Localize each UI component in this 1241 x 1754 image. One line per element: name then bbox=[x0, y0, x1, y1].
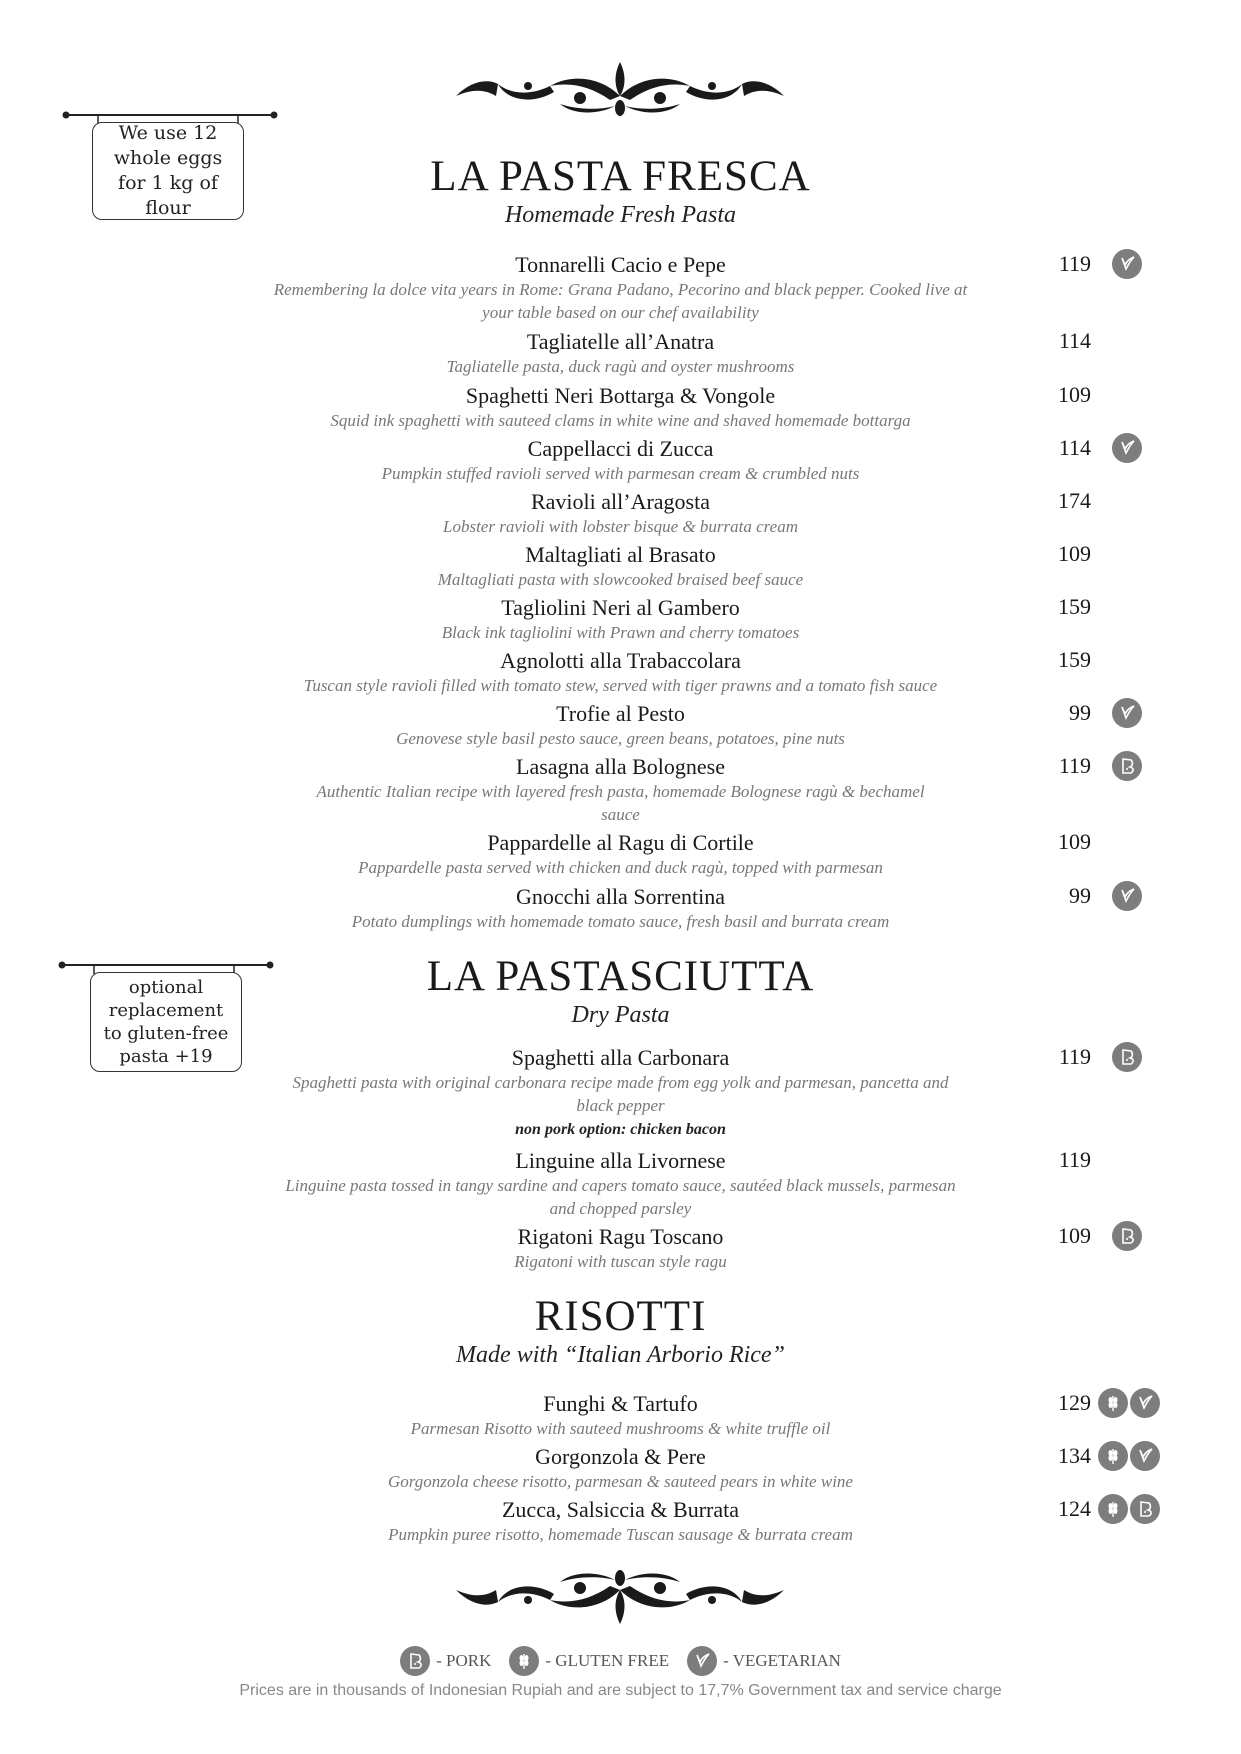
item-price: 119 bbox=[1058, 1044, 1091, 1069]
vegetarian-icon bbox=[1112, 433, 1142, 463]
section-subtitle-pastasciutta: Dry Pasta bbox=[571, 1002, 670, 1028]
vegetarian-icon bbox=[1112, 881, 1142, 911]
item-description: Potato dumplings with homemade tomato sauce, fresh basil and burrata cream bbox=[351, 912, 890, 931]
item-description: Black ink tagliolini with Prawn and cherry tomatoes bbox=[441, 623, 800, 642]
vegetarian-icon bbox=[1112, 249, 1142, 279]
pork-icon bbox=[1112, 1042, 1142, 1072]
item-description: Maltagliati pasta with slowcooked braised beef sauce bbox=[437, 570, 804, 589]
item-price: 109 bbox=[1058, 1223, 1091, 1248]
item-description: Pappardelle pasta served with chicken and duck ragù, topped with parmesan bbox=[358, 858, 883, 877]
menu-item bbox=[0, 252, 1241, 324]
item-name: Trofie al Pesto bbox=[556, 701, 685, 726]
item-name: Funghi & Tartufo bbox=[543, 1391, 698, 1416]
item-description: Linguine pasta tossed in tangy sardine and capers tomato sauce, sautéed black mussels, parmesan and chopped parsley bbox=[285, 1176, 956, 1218]
item-name: Spaghetti Neri Bottarga & Vongole bbox=[465, 383, 776, 408]
menu-item bbox=[0, 1224, 1241, 1273]
item-price: 124 bbox=[1058, 1496, 1091, 1521]
item-price: 134 bbox=[1058, 1443, 1091, 1468]
item-description: Authentic Italian recipe with layered fresh pasta, homemade Bolognese ragù & bechamel sauce bbox=[316, 782, 925, 824]
gluten-free-icon bbox=[509, 1646, 539, 1676]
item-description: Tuscan style ravioli filled with tomato stew, served with tiger prawns and a tomato fish sauce bbox=[303, 676, 938, 695]
pork-icon bbox=[1112, 1221, 1142, 1251]
menu-item bbox=[0, 701, 1241, 750]
item-name: Spaghetti alla Carbonara bbox=[511, 1045, 730, 1070]
item-description: Genovese style basil pesto sauce, green beans, potatoes, pine nuts bbox=[396, 729, 845, 748]
vegetarian-icon bbox=[1130, 1441, 1160, 1471]
menu-item bbox=[0, 1391, 1241, 1440]
menu-item bbox=[0, 383, 1241, 432]
pork-icon bbox=[1130, 1494, 1160, 1524]
item-name: Zucca, Salsiccia & Burrata bbox=[501, 1497, 739, 1522]
menu-item bbox=[0, 884, 1241, 933]
legend-vegetarian-label: - VEGETARIAN bbox=[723, 1651, 841, 1670]
item-description: Pumpkin puree risotto, homemade Tuscan sausage & burrata cream bbox=[388, 1525, 853, 1544]
item-name: Linguine alla Livornese bbox=[515, 1148, 726, 1173]
item-price: 109 bbox=[1058, 829, 1091, 854]
top-ornament bbox=[450, 56, 790, 126]
gluten-free-icon bbox=[1098, 1494, 1128, 1524]
item-name: Rigatoni Ragu Toscano bbox=[517, 1224, 724, 1249]
item-note: non pork option: chicken bacon bbox=[515, 1121, 726, 1138]
item-price: 99 bbox=[1069, 700, 1091, 725]
item-price: 109 bbox=[1058, 541, 1091, 566]
item-price: 129 bbox=[1058, 1390, 1091, 1415]
section-title-pasta-fresca: LA PASTA FRESCA bbox=[430, 153, 811, 200]
legend-vegetarian bbox=[687, 1646, 841, 1676]
menu-item bbox=[0, 830, 1241, 879]
section-title-risotti: RISOTTI bbox=[534, 1293, 707, 1340]
vegetarian-icon bbox=[1112, 698, 1142, 728]
gluten-free-info-text: optional replacement to gluten-free pasta +19 bbox=[90, 972, 242, 1072]
menu-item bbox=[0, 489, 1241, 538]
item-name: Tagliatelle all’Anatra bbox=[526, 329, 715, 354]
menu-item bbox=[0, 1497, 1241, 1546]
icon-legend bbox=[0, 1646, 1241, 1676]
item-price: 159 bbox=[1058, 647, 1091, 672]
eggs-info-text: We use 12 whole eggs for 1 kg of flour bbox=[92, 122, 244, 220]
menu-item bbox=[0, 1045, 1241, 1141]
item-description: Remembering la dolce vita years in Rome: Grana Padano, Pecorino and black pepper. Cooked live at your table based on our chef availability bbox=[273, 280, 968, 322]
menu-item bbox=[0, 1444, 1241, 1493]
item-price: 114 bbox=[1058, 435, 1091, 460]
item-name: Maltagliati al Brasato bbox=[525, 542, 716, 567]
menu-item bbox=[0, 436, 1241, 485]
legend-gluten-free-label: - GLUTEN FREE bbox=[545, 1651, 670, 1670]
item-name: Cappellacci di Zucca bbox=[527, 436, 714, 461]
menu-item bbox=[0, 754, 1241, 826]
item-name: Pappardelle al Ragu di Cortile bbox=[487, 830, 754, 855]
item-name: Agnolotti alla Trabaccolara bbox=[500, 648, 741, 673]
item-price: 109 bbox=[1058, 382, 1091, 407]
legend-pork bbox=[400, 1646, 491, 1676]
item-price: 119 bbox=[1058, 251, 1091, 276]
item-price: 159 bbox=[1058, 594, 1091, 619]
item-price: 114 bbox=[1058, 328, 1091, 353]
gluten-free-icon bbox=[1098, 1388, 1128, 1418]
menu-item bbox=[0, 542, 1241, 591]
item-price: 99 bbox=[1069, 883, 1091, 908]
item-price: 174 bbox=[1058, 488, 1091, 513]
menu-item bbox=[0, 329, 1241, 378]
item-description: Lobster ravioli with lobster bisque & burrata cream bbox=[443, 517, 798, 536]
pork-icon bbox=[1112, 751, 1142, 781]
price-disclaimer: Prices are in thousands of Indonesian Rupiah and are subject to 17,7% Government tax and service charge bbox=[239, 1682, 1002, 1699]
menu-item bbox=[0, 595, 1241, 644]
legend-pork-label: - PORK bbox=[436, 1651, 492, 1670]
vegetarian-icon bbox=[687, 1646, 717, 1676]
section-subtitle-risotti: Made with “Italian Arborio Rice” bbox=[456, 1342, 785, 1368]
vegetarian-icon bbox=[1130, 1388, 1160, 1418]
item-price: 119 bbox=[1058, 1147, 1091, 1172]
menu-item bbox=[0, 648, 1241, 697]
item-description: Rigatoni with tuscan style ragu bbox=[514, 1252, 727, 1271]
legend-gluten-free bbox=[509, 1646, 669, 1676]
gluten-free-icon bbox=[1098, 1441, 1128, 1471]
item-name: Gnocchi alla Sorrentina bbox=[516, 884, 725, 909]
item-name: Tagliolini Neri al Gambero bbox=[501, 595, 740, 620]
item-description: Squid ink spaghetti with sauteed clams in white wine and shaved homemade bottarga bbox=[330, 411, 911, 430]
bottom-ornament bbox=[450, 1560, 790, 1630]
item-description: Spaghetti pasta with original carbonara recipe made from egg yolk and parmesan, pancetta and black pepper bbox=[292, 1073, 949, 1115]
pork-icon bbox=[400, 1646, 430, 1676]
item-description: Tagliatelle pasta, duck ragù and oyster mushrooms bbox=[446, 357, 795, 376]
section-subtitle-pasta-fresca: Homemade Fresh Pasta bbox=[504, 202, 737, 228]
item-description: Pumpkin stuffed ravioli served with parmesan cream & crumbled nuts bbox=[381, 464, 860, 483]
item-description: Gorgonzola cheese risotto, parmesan & sauteed pears in white wine bbox=[388, 1472, 853, 1491]
section-title-pastasciutta: LA PASTASCIUTTA bbox=[426, 953, 815, 1000]
menu-item bbox=[0, 1148, 1241, 1220]
item-name: Lasagna alla Bolognese bbox=[516, 754, 725, 779]
item-description: Parmesan Risotto with sauteed mushrooms & white truffle oil bbox=[410, 1419, 831, 1438]
item-name: Ravioli all’Aragosta bbox=[530, 489, 710, 514]
item-price: 119 bbox=[1058, 753, 1091, 778]
item-name: Tonnarelli Cacio e Pepe bbox=[515, 252, 726, 277]
item-name: Gorgonzola & Pere bbox=[535, 1444, 706, 1469]
